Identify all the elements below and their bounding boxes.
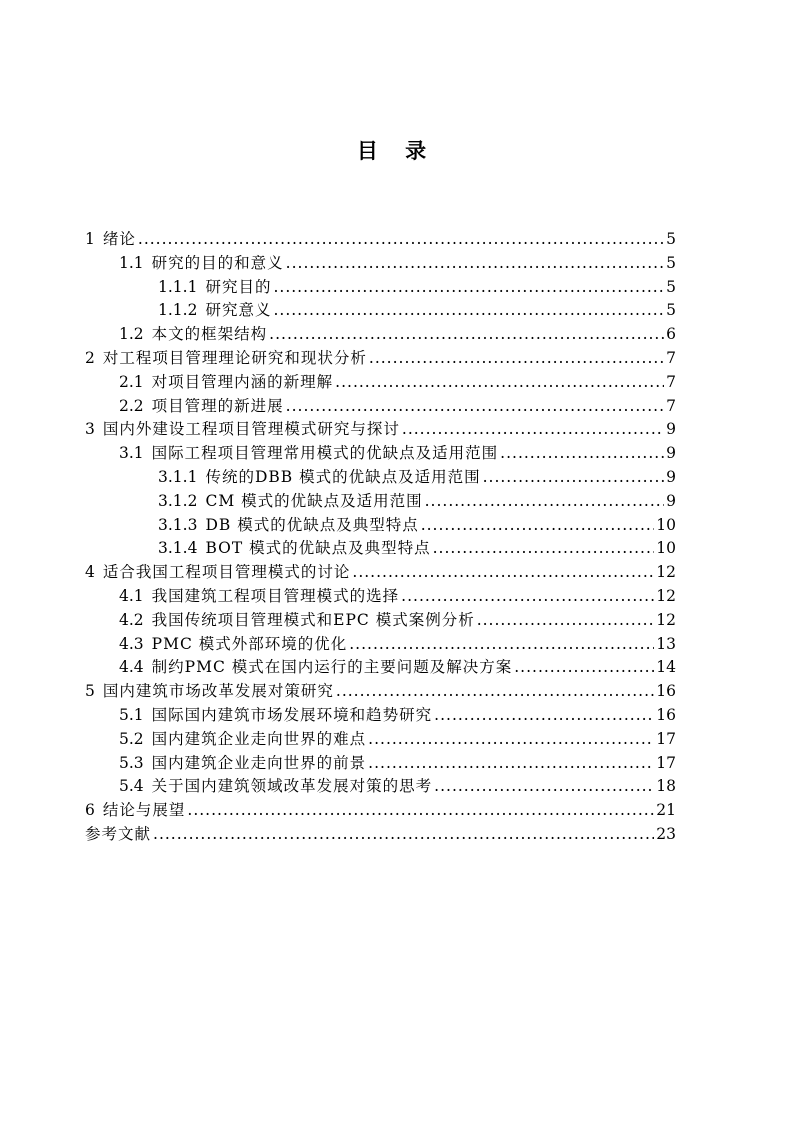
toc-entry-page-number: 12 [656, 586, 676, 605]
toc-entry-title: 制约PMC 模式在国内运行的主要问题及解决方案 [151, 658, 513, 677]
toc-dot-leader [369, 347, 664, 371]
toc-dot-leader [483, 466, 665, 490]
toc-entry-title: 国内建筑市场改革发展对策研究 [102, 682, 334, 701]
toc-entry-title: 国际工程项目管理常用模式的优缺点及适用范围 [151, 444, 499, 463]
toc-dot-leader [153, 823, 654, 847]
toc-entry[interactable] [85, 514, 676, 538]
toc-entry-page-number: 9 [666, 444, 676, 463]
toc-entry-number: 2.2 [119, 396, 144, 415]
toc-entry-number: 5.4 [119, 777, 144, 796]
toc-entry[interactable] [85, 799, 676, 823]
toc-entry-page-number: 10 [656, 515, 676, 534]
toc-entry[interactable] [85, 775, 676, 799]
toc-entry-title: 关于国内建筑领域改革发展对策的思考 [151, 777, 433, 796]
toc-entry-title: 参考文献 [85, 824, 152, 843]
toc-dot-leader [335, 371, 664, 395]
toc-entry-page-number: 9 [666, 467, 676, 486]
toc-entry-page-number: 14 [656, 658, 676, 677]
toc-entry-page-number: 23 [656, 824, 676, 843]
toc-entry-page-number: 12 [656, 610, 676, 629]
toc-entry[interactable] [85, 418, 676, 442]
toc-entry-number: 2.1 [119, 372, 144, 391]
toc-entry-number: 3.1.4 [158, 539, 198, 558]
toc-entry-number: 3 [85, 420, 95, 439]
toc-dot-leader [352, 561, 654, 585]
toc-entry[interactable] [85, 252, 676, 276]
toc-entry-number: 3.1.3 [158, 515, 198, 534]
toc-entry-page-number: 5 [666, 230, 676, 248]
toc-dot-leader [433, 537, 655, 561]
toc-dot-leader [401, 585, 654, 609]
toc-entry[interactable] [85, 442, 676, 466]
toc-entry-number: 4.2 [119, 610, 144, 629]
toc-entry-number: 1.1.2 [158, 301, 198, 320]
toc-entry-page-number: 21 [656, 801, 676, 820]
toc-dot-leader [421, 514, 655, 538]
toc-entry[interactable] [85, 728, 676, 752]
toc-entry[interactable] [85, 561, 676, 585]
toc-dot-leader [402, 418, 664, 442]
toc-entry-title: 传统的DBB 模式的优缺点及适用范围 [205, 467, 481, 486]
toc-dot-leader [273, 276, 664, 300]
toc-dot-leader [500, 442, 664, 466]
toc-dot-leader [368, 728, 654, 752]
toc-entry[interactable] [85, 323, 676, 347]
toc-entry-title: 研究目的 [205, 277, 272, 296]
toc-entry-title: 对项目管理内涵的新理解 [151, 372, 334, 391]
toc-entry[interactable] [85, 395, 676, 419]
toc-entry-page-number: 13 [656, 634, 676, 653]
toc-dot-leader [368, 752, 654, 776]
toc-entry-page-number: 18 [656, 777, 676, 796]
toc-entry[interactable] [85, 585, 676, 609]
toc-entry-number: 3.1.1 [158, 467, 198, 486]
page-title: 目 录 [356, 138, 437, 163]
toc-entry-page-number: 9 [666, 420, 676, 439]
toc-entry-number: 6 [85, 801, 95, 820]
toc-entry-page-number: 16 [656, 682, 676, 701]
toc-entry-title: 绪论 [102, 230, 136, 248]
toc-entry-number: 3.1.2 [158, 491, 198, 510]
toc-dot-leader [434, 775, 654, 799]
toc-entry-number: 5.1 [119, 705, 144, 724]
toc-dot-leader [138, 228, 664, 252]
toc-dot-leader [477, 609, 655, 633]
toc-dot-leader [187, 799, 654, 823]
toc-entry-number: 5.3 [119, 753, 144, 772]
toc-dot-leader [434, 704, 654, 728]
toc-entry-title: 项目管理的新进展 [151, 396, 284, 415]
toc-entry-number: 5.2 [119, 729, 144, 748]
toc-entry[interactable] [85, 656, 676, 680]
toc-entry[interactable] [85, 680, 676, 704]
toc-dot-leader [336, 680, 654, 704]
toc-entry[interactable] [85, 466, 676, 490]
toc-dot-leader [349, 633, 654, 657]
toc-entry-number: 2 [85, 348, 95, 367]
toc-entry[interactable] [85, 752, 676, 776]
toc-dot-leader [286, 252, 664, 276]
toc-entry-title: 国内外建设工程项目管理模式研究与探讨 [102, 420, 400, 439]
toc-entry-number: 4.3 [119, 634, 144, 653]
toc-entry-title: 研究意义 [205, 301, 272, 320]
toc-entry-page-number: 17 [656, 753, 676, 772]
toc-entry-number: 4 [85, 563, 95, 582]
toc-entry-title: PMC 模式外部环境的优化 [151, 634, 348, 653]
toc-entry-title: 结论与展望 [102, 801, 186, 820]
toc-entry-title: BOT 模式的优缺点及典型特点 [205, 539, 431, 558]
toc-entry-number: 5 [85, 682, 95, 701]
toc-entry-title: 我国传统项目管理模式和EPC 模式案例分析 [151, 610, 475, 629]
toc-entry-number: 1.1 [119, 253, 144, 272]
toc-entry[interactable] [85, 299, 676, 323]
toc-entry[interactable] [85, 537, 676, 561]
toc-entry-page-number: 5 [666, 277, 676, 296]
toc-entry[interactable] [85, 276, 676, 300]
toc-entry[interactable] [85, 228, 676, 252]
toc-entry-page-number: 16 [656, 705, 676, 724]
toc-dot-leader [514, 656, 654, 680]
toc-entry-title: 国际国内建筑市场发展环境和趋势研究 [151, 705, 433, 724]
toc-entry-title: 研究的目的和意义 [151, 253, 284, 272]
toc-entry-title: DB 模式的优缺点及典型特点 [205, 515, 419, 534]
toc-entry-page-number: 17 [656, 729, 676, 748]
toc-dot-leader [425, 490, 665, 514]
toc-entry[interactable] [85, 490, 676, 514]
toc-entry-page-number: 7 [666, 396, 676, 415]
toc-entry[interactable] [85, 609, 676, 633]
toc-entry-title: 我国建筑工程项目管理模式的选择 [151, 586, 400, 605]
toc-entry-title: 国内建筑企业走向世界的难点 [151, 729, 367, 748]
toc-entry[interactable] [85, 704, 676, 728]
toc-entry-page-number: 7 [666, 348, 676, 367]
toc-dot-leader [273, 299, 664, 323]
toc-entry-number: 1 [85, 230, 95, 248]
toc-entry-page-number: 5 [666, 301, 676, 320]
toc-entry-page-number: 6 [666, 325, 676, 344]
toc-entry-page-number: 12 [656, 563, 676, 582]
toc-dot-leader [269, 323, 664, 347]
toc-entry-number: 3.1 [119, 444, 144, 463]
toc-entry-page-number: 9 [666, 491, 676, 510]
toc-entry[interactable] [85, 347, 676, 371]
toc-entry[interactable] [85, 371, 676, 395]
toc-entry-title: 适合我国工程项目管理模式的讨论 [102, 563, 351, 582]
toc-entry[interactable] [85, 633, 676, 657]
toc-entry-page-number: 5 [666, 253, 676, 272]
toc-dot-leader [286, 395, 664, 419]
table-of-contents [85, 228, 676, 847]
toc-entry-title: 本文的框架结构 [151, 325, 268, 344]
toc-entry-number: 1.2 [119, 325, 144, 344]
toc-entry-title: 国内建筑企业走向世界的前景 [151, 753, 367, 772]
toc-entry-title: 对工程项目管理理论研究和现状分析 [102, 348, 367, 367]
toc-entry-title: CM 模式的优缺点及适用范围 [205, 491, 423, 510]
toc-entry-page-number: 10 [656, 539, 676, 558]
toc-entry-number: 4.4 [119, 658, 144, 677]
toc-entry-number: 1.1.1 [158, 277, 198, 296]
toc-entry-page-number: 7 [666, 372, 676, 391]
toc-entry[interactable] [85, 823, 676, 847]
toc-entry-number: 4.1 [119, 586, 144, 605]
